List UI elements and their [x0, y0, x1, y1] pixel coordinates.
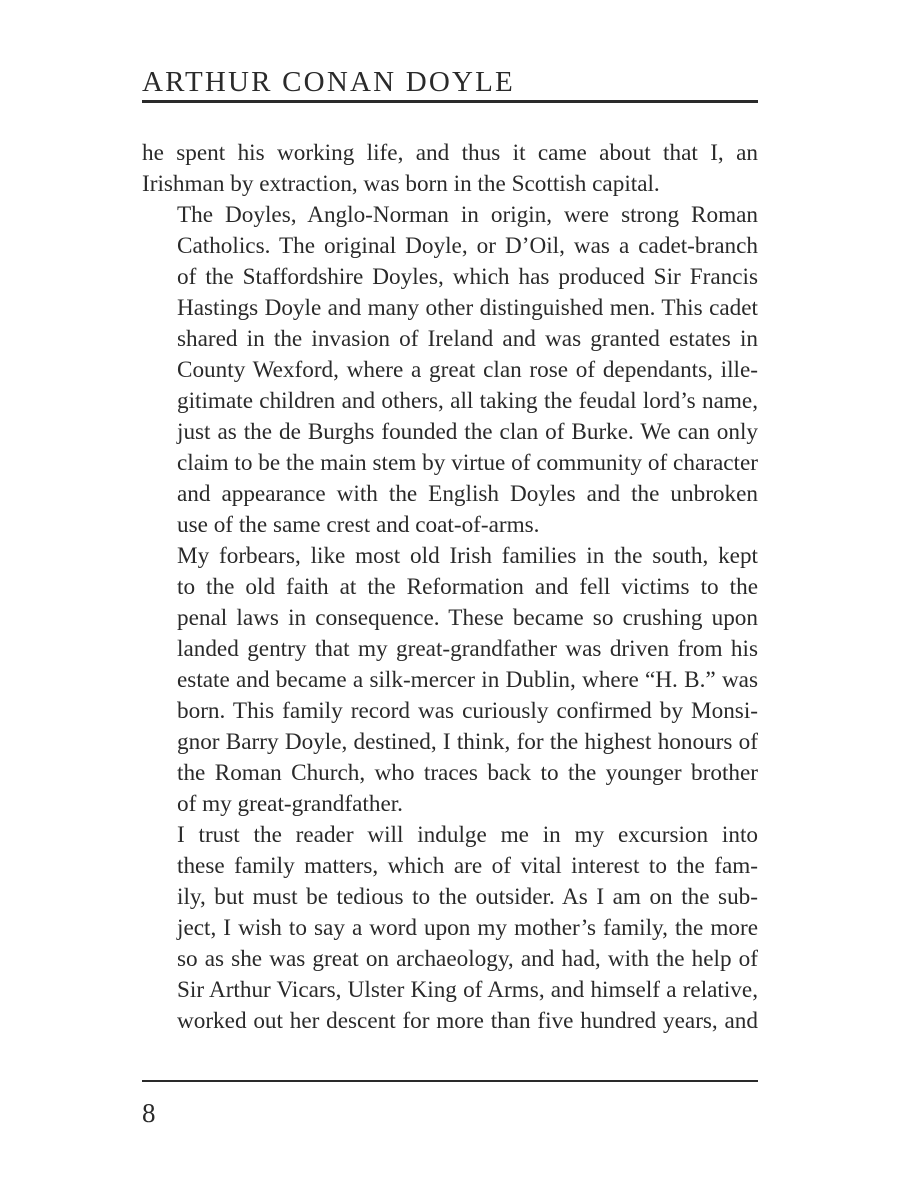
text-line: he spent his working life, and thus it came about that I, an — [142, 140, 758, 166]
text-line: ject, I wish to say a word upon my mother’s family, the more — [177, 915, 758, 941]
paragraph — [142, 820, 758, 1037]
text-line: these family matters, which are of vital interest to the fam- — [177, 853, 758, 879]
text-line: so as she was great on archaeology, and had, with the help of — [177, 946, 758, 972]
text-line: My forbears, like most old Irish families in the south, kept — [177, 543, 758, 569]
text-line: Irishman by extraction, was born in the Scottish capital. — [142, 171, 660, 197]
text-line: worked out her descent for more than five hundred years, and — [177, 1008, 758, 1034]
text-line: claim to be the main stem by virtue of community of character — [177, 450, 758, 476]
text-line: the Roman Church, who traces back to the younger brother — [177, 760, 758, 786]
text-line: penal laws in consequence. These became so crushing upon — [177, 605, 758, 631]
text-line: Sir Arthur Vicars, Ulster King of Arms, and himself a relative, — [177, 977, 758, 1003]
text-line: use of the same crest and coat-of-arms. — [177, 512, 540, 538]
page-number: 8 — [142, 1098, 156, 1128]
text-line: and appearance with the English Doyles and the unbroken — [177, 481, 758, 507]
text-line: The Doyles, Anglo-Norman in origin, were strong Roman — [177, 202, 758, 228]
text-line: gitimate children and others, all taking the feudal lord’s name, — [177, 388, 758, 414]
text-line: gnor Barry Doyle, destined, I think, for the highest honours of — [177, 729, 758, 755]
text-line: I trust the reader will indulge me in my excursion into — [177, 822, 758, 848]
text-line: Catholics. The original Doyle, or D’Oil, was a cadet-branch — [177, 233, 758, 259]
text-line: shared in the invasion of Ireland and was granted estates in — [177, 326, 758, 352]
text-line: to the old faith at the Reformation and fell victims to the — [177, 574, 758, 600]
text-line: ily, but must be tedious to the outsider. As I am on the sub- — [177, 884, 758, 910]
paragraph — [142, 541, 758, 820]
paragraph — [142, 200, 758, 541]
text-line: of the Staffordshire Doyles, which has produced Sir Francis — [177, 264, 758, 290]
paragraph — [142, 138, 758, 200]
header-rule — [142, 100, 758, 103]
body-text — [142, 138, 758, 1037]
text-line: County Wexford, where a great clan rose of dependants, ille- — [177, 357, 758, 383]
text-line: of my great-grandfather. — [177, 791, 403, 817]
footer-rule — [142, 1080, 758, 1082]
text-line: estate and became a silk-mercer in Dublin, where “H. B.” was — [177, 667, 758, 693]
text-line: landed gentry that my great-grandfather was driven from his — [177, 636, 758, 662]
running-title: ARTHUR CONAN DOYLE — [142, 66, 515, 98]
text-line: born. This family record was curiously confirmed by Monsi- — [177, 698, 758, 724]
text-line: Hastings Doyle and many other distinguished men. This cadet — [177, 295, 758, 321]
text-line: just as the de Burghs founded the clan of Burke. We can only — [177, 419, 758, 445]
